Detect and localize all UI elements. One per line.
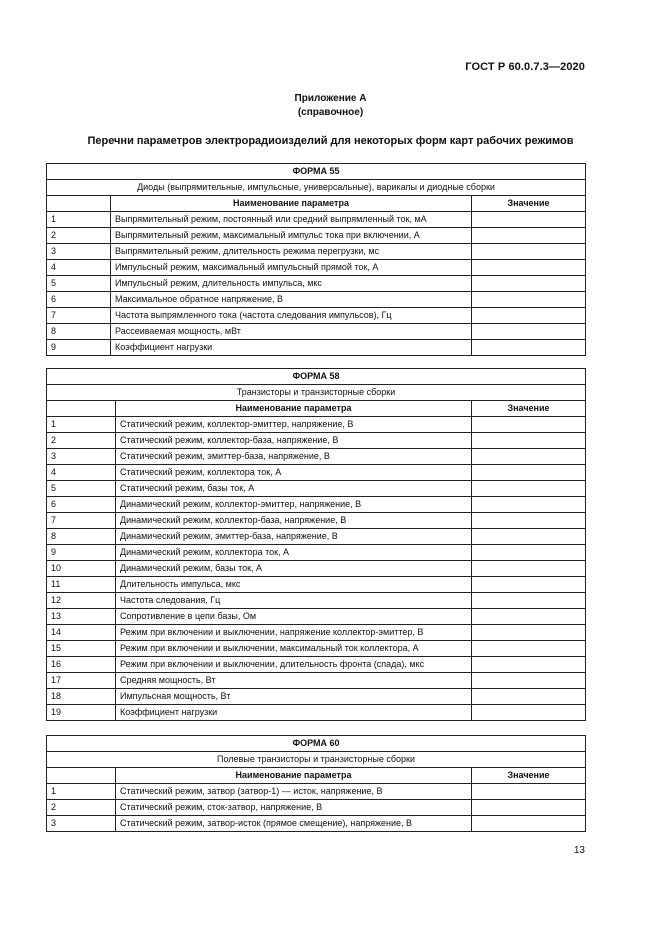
row-number: 17 (47, 673, 116, 689)
parameter-name: Длительность импульса, мкс (116, 577, 472, 593)
table-row (47, 497, 586, 513)
parameter-value[interactable] (472, 292, 586, 308)
row-number: 2 (47, 228, 111, 244)
row-number: 4 (47, 260, 111, 276)
row-number: 19 (47, 705, 116, 721)
row-number: 8 (47, 529, 116, 545)
parameter-value[interactable] (472, 577, 586, 593)
parameter-name: Статический режим, коллектор-база, напряжение, В (116, 433, 472, 449)
form-subtitle: Диоды (выпрямительные, импульсные, универсальные), варикапы и диодные сборки (47, 180, 586, 196)
row-number: 16 (47, 657, 116, 673)
row-number: 7 (47, 513, 116, 529)
parameter-name: Динамический режим, эмиттер-база, напряжение, В (116, 529, 472, 545)
parameter-name: Рассеиваемая мощность, мВт (111, 324, 472, 340)
form-58-table (46, 368, 586, 721)
column-header-name: Наименование параметра (111, 196, 472, 212)
parameter-value[interactable] (472, 673, 586, 689)
parameter-value[interactable] (472, 324, 586, 340)
parameter-name: Статический режим, затвор-исток (прямое смещение), напряжение, В (116, 816, 472, 832)
row-number: 5 (47, 276, 111, 292)
parameter-name: Частота выпрямленного тока (частота следования импульсов), Гц (111, 308, 472, 324)
parameter-value[interactable] (472, 340, 586, 356)
parameter-name: Статический режим, эмиттер-база, напряжение, В (116, 449, 472, 465)
document-code: ГОСТ Р 60.0.7.3—2020 (465, 61, 585, 73)
column-header-value: Значение (472, 196, 586, 212)
form-subtitle: Полевые транзисторы и транзисторные сборки (47, 752, 586, 768)
parameter-name: Коэффициент нагрузки (116, 705, 472, 721)
section-title: Перечни параметров электрорадиоизделий для некоторых форм карт рабочих режимов (87, 135, 574, 147)
parameter-value[interactable] (472, 800, 586, 816)
table-row (47, 212, 586, 228)
table-row (47, 593, 586, 609)
row-number: 6 (47, 292, 111, 308)
row-number: 1 (47, 784, 116, 800)
parameter-value[interactable] (472, 244, 586, 260)
appendix-subtitle: (справочное) (297, 107, 364, 118)
column-header-value: Значение (472, 768, 586, 784)
parameter-value[interactable] (472, 417, 586, 433)
parameter-name: Статический режим, коллектор-эмиттер, напряжение, В (116, 417, 472, 433)
row-number: 8 (47, 324, 111, 340)
parameter-value[interactable] (472, 641, 586, 657)
row-number: 2 (47, 433, 116, 449)
parameter-value[interactable] (472, 228, 586, 244)
parameter-name: Статический режим, базы ток, А (116, 481, 472, 497)
parameter-name: Коэффициент нагрузки (111, 340, 472, 356)
form-title: ФОРМА 60 (47, 736, 586, 752)
parameter-name: Динамический режим, коллектора ток, А (116, 545, 472, 561)
parameter-name: Импульсный режим, длительность импульса, мкс (111, 276, 472, 292)
appendix-heading (0, 92, 661, 120)
row-number: 3 (47, 816, 116, 832)
parameter-value[interactable] (472, 561, 586, 577)
form-subtitle: Транзисторы и транзисторные сборки (47, 385, 586, 401)
parameter-name: Частота следования, Гц (116, 593, 472, 609)
parameter-value[interactable] (472, 625, 586, 641)
parameter-value[interactable] (472, 260, 586, 276)
parameter-value[interactable] (472, 449, 586, 465)
parameter-name: Выпрямительный режим, максимальный импульс тока при включении, А (111, 228, 472, 244)
table-row (47, 641, 586, 657)
parameter-value[interactable] (472, 784, 586, 800)
table-row (47, 609, 586, 625)
row-number: 10 (47, 561, 116, 577)
row-number: 12 (47, 593, 116, 609)
table-row (47, 481, 586, 497)
parameter-value[interactable] (472, 465, 586, 481)
row-number: 4 (47, 465, 116, 481)
table-row (47, 292, 586, 308)
parameter-value[interactable] (472, 433, 586, 449)
table-row (47, 705, 586, 721)
row-number: 1 (47, 417, 116, 433)
row-number: 13 (47, 609, 116, 625)
row-number: 9 (47, 545, 116, 561)
parameter-name: Режим при включении и выключении, напряжение коллектор-эмиттер, В (116, 625, 472, 641)
parameter-name: Импульсный режим, максимальный импульсный прямой ток, А (111, 260, 472, 276)
table-row (47, 673, 586, 689)
parameter-name: Режим при включении и выключении, максимальный ток коллектора, А (116, 641, 472, 657)
parameter-value[interactable] (472, 481, 586, 497)
parameter-name: Максимальное обратное напряжение, В (111, 292, 472, 308)
column-header-num (47, 196, 111, 212)
row-number: 2 (47, 800, 116, 816)
row-number: 15 (47, 641, 116, 657)
table-row (47, 689, 586, 705)
table-row (47, 228, 586, 244)
table-row (47, 545, 586, 561)
parameter-value[interactable] (472, 545, 586, 561)
parameter-value[interactable] (472, 689, 586, 705)
parameter-name: Режим при включении и выключении, длительность фронта (спада), мкс (116, 657, 472, 673)
parameter-value[interactable] (472, 609, 586, 625)
column-header-num (47, 401, 116, 417)
row-number: 3 (47, 244, 111, 260)
table-row (47, 561, 586, 577)
table-row (47, 529, 586, 545)
parameter-name: Средняя мощность, Вт (116, 673, 472, 689)
parameter-value[interactable] (472, 308, 586, 324)
parameter-value[interactable] (472, 816, 586, 832)
row-number: 14 (47, 625, 116, 641)
column-header-name: Наименование параметра (116, 768, 472, 784)
table-row (47, 816, 586, 832)
form-60-table (46, 735, 586, 832)
row-number: 6 (47, 497, 116, 513)
column-header-num (47, 768, 116, 784)
table-row (47, 308, 586, 324)
parameter-value[interactable] (472, 657, 586, 673)
parameter-value[interactable] (472, 705, 586, 721)
row-number: 9 (47, 340, 111, 356)
page-number: 13 (573, 845, 585, 856)
parameter-name: Статический режим, затвор (затвор-1) — исток, напряжение, В (116, 784, 472, 800)
table-row (47, 577, 586, 593)
table-row (47, 625, 586, 641)
row-number: 1 (47, 212, 111, 228)
table-row (47, 276, 586, 292)
parameter-value[interactable] (472, 529, 586, 545)
row-number: 7 (47, 308, 111, 324)
table-row (47, 244, 586, 260)
table-row (47, 324, 586, 340)
table-row (47, 784, 586, 800)
parameter-value[interactable] (472, 212, 586, 228)
table-row (47, 465, 586, 481)
column-header-name: Наименование параметра (116, 401, 472, 417)
parameter-name: Динамический режим, коллектор-база, напряжение, В (116, 513, 472, 529)
parameter-value[interactable] (472, 276, 586, 292)
parameter-value[interactable] (472, 513, 586, 529)
row-number: 3 (47, 449, 116, 465)
table-row (47, 260, 586, 276)
table-row (47, 657, 586, 673)
table-row (47, 340, 586, 356)
row-number: 11 (47, 577, 116, 593)
row-number: 5 (47, 481, 116, 497)
form-title: ФОРМА 55 (47, 164, 586, 180)
parameter-value[interactable] (472, 593, 586, 609)
parameter-name: Импульсная мощность, Вт (116, 689, 472, 705)
column-header-value: Значение (472, 401, 586, 417)
form-title: ФОРМА 58 (47, 369, 586, 385)
table-row (47, 513, 586, 529)
parameter-name: Динамический режим, базы ток, А (116, 561, 472, 577)
table-row (47, 433, 586, 449)
table-row (47, 417, 586, 433)
table-row (47, 449, 586, 465)
parameter-name: Сопротивление в цепи базы, Ом (116, 609, 472, 625)
parameter-name: Выпрямительный режим, постоянный или средний выпрямленный ток, мА (111, 212, 472, 228)
parameter-name: Статический режим, сток-затвор, напряжение, В (116, 800, 472, 816)
row-number: 18 (47, 689, 116, 705)
table-row (47, 800, 586, 816)
parameter-name: Выпрямительный режим, длительность режима перегрузки, мс (111, 244, 472, 260)
parameter-value[interactable] (472, 497, 586, 513)
appendix-title: Приложение А (294, 93, 367, 104)
parameter-name: Статический режим, коллектора ток, А (116, 465, 472, 481)
form-55-table (46, 163, 586, 356)
parameter-name: Динамический режим, коллектор-эмиттер, напряжение, В (116, 497, 472, 513)
